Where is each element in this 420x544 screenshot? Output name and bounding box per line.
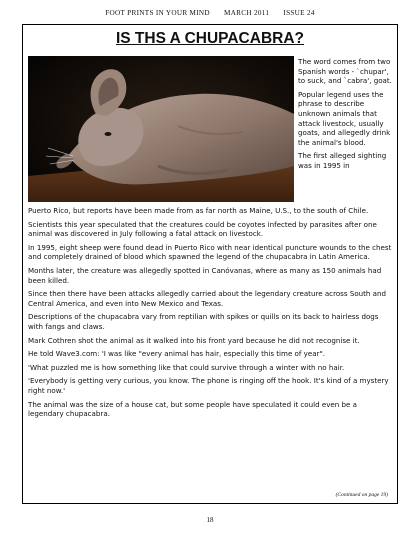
body-paragraph: He told Wave3.com: 'I was like "every animal has hair, especially this time of year".	[28, 349, 325, 359]
magazine-name: FOOT PRINTS IN YOUR MIND	[105, 9, 210, 17]
issue-date: MARCH 2011	[224, 9, 270, 17]
body-paragraph: Mark Cothren shot the animal as it walked into his front yard because he did not recognise it.	[28, 335, 360, 345]
body-paragraph: Descriptions of the chupacabra vary from reptilian with spikes or quills on its back to hairless dogs with fangs and claws.	[28, 312, 379, 331]
animal-illustration	[28, 56, 294, 202]
hairless-animal-photo	[28, 56, 294, 202]
article-body	[28, 206, 392, 423]
body-paragraph: Scientists this year speculated that the creatures could be coyotes infected by parasites after one animal was discovered in July following a fatal attack on livestock.	[28, 219, 377, 239]
side-paragraph: The word comes from two Spanish words - `chupar', to suck, and `cabra', goat.	[298, 57, 392, 86]
body-paragraph: In 1995, eight sheep were found dead in Puerto Rico with near identical puncture wounds to the chest and completely drained of blood which spawned the legend of the chupacabra in Latin America.	[28, 242, 392, 262]
body-paragraph: Since then there have been attacks allegedly carried about the legendary creature across South and Central America, and even into New Mexico and Texas.	[28, 289, 387, 308]
issue-number: ISSUE 24	[283, 9, 315, 17]
masthead	[0, 9, 420, 17]
body-paragraph: 'Everybody is getting very curious, you know. The phone is ringing off the hook. It's kind of a mystery right now.'	[28, 376, 389, 395]
continued-note: (Continued on page 19)	[335, 492, 388, 498]
side-paragraph: Popular legend uses the phrase to describe unknown animals that attack livestock, usually goats, and allegedly drink the animal's blood.	[298, 89, 391, 147]
body-paragraph: The animal was the size of a house cat, but some people have speculated it could even be a legendary chupacabra.	[28, 399, 357, 419]
body-paragraph: Puerto Rico, but reports have been made from as far north as Maine, U.S., to the south of Chile.	[28, 206, 369, 215]
body-paragraph: Months later, the creature was allegedly spotted in Canóvanas, where as many as 150 animals had been killed.	[28, 265, 382, 285]
article-title: IS THS A CHUPACABRA?	[115, 30, 304, 47]
page-number: 18	[206, 516, 214, 524]
body-paragraph: 'What puzzled me is how something like that could survive through a winter with no hair.	[28, 362, 345, 372]
side-paragraph: The first alleged sighting was in 1995 in	[298, 151, 387, 170]
sidebar-column	[298, 57, 392, 175]
